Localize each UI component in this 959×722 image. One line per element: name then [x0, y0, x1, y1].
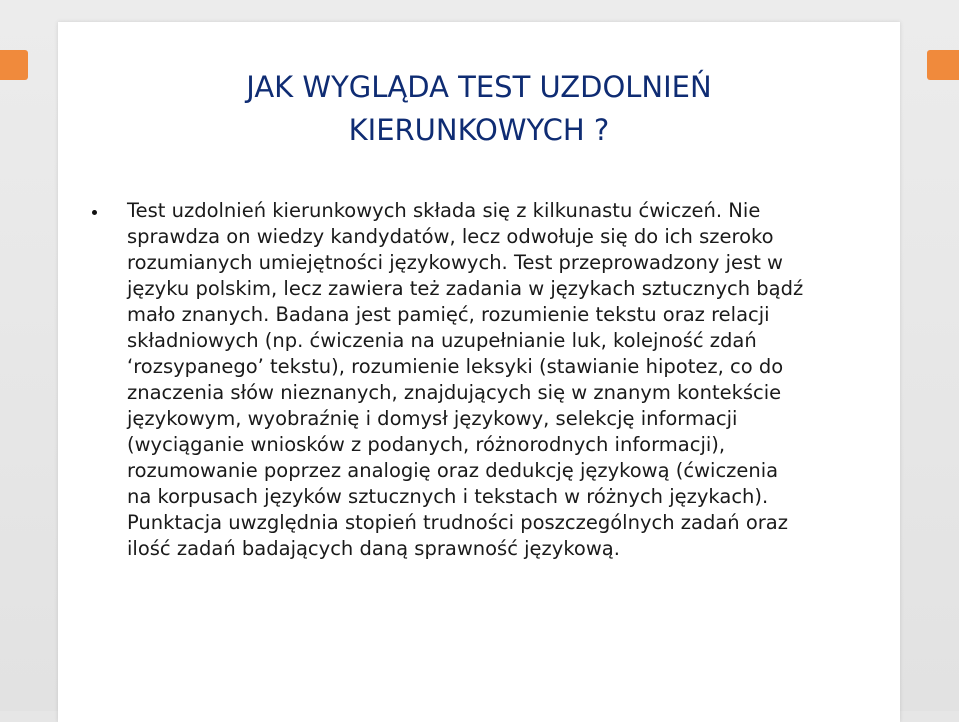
body-line-10: (wyciąganie wniosków z podanych, różnorodnych informacji), — [127, 433, 726, 456]
body-line-4: języku polskim, lecz zawiera też zadania w językach sztucznych bądź — [127, 277, 804, 300]
accent-tab-left — [0, 50, 28, 80]
bullet-list — [92, 198, 862, 562]
slide-title-line-1: JAK WYGLĄDA TEST UZDOLNIEŃ — [246, 70, 712, 104]
slide-title-line-2: KIERUNKOWYCH ? — [348, 113, 610, 147]
body-line-2: sprawdza on wiedzy kandydatów, lecz odwołuje się do ich szeroko — [127, 225, 774, 248]
slide-title — [58, 66, 900, 152]
body-line-11: rozumowanie poprzez analogię oraz dedukcję językową (ćwiczenia — [127, 459, 779, 482]
body-line-7: ‘rozsypanego’ tekstu), rozumienie leksyki (stawianie hipotez, co do — [127, 355, 784, 378]
slide-page — [58, 22, 900, 722]
bullet-dot-icon — [92, 210, 97, 215]
body-line-1: Test uzdolnień kierunkowych składa się z kilkunastu ćwiczeń. Nie — [127, 199, 761, 222]
body-line-6: składniowych (np. ćwiczenia na uzupełnianie luk, kolejność zdań — [127, 329, 757, 352]
body-line-14: ilość zadań badających daną sprawność językową. — [127, 537, 620, 560]
accent-tab-right — [927, 50, 959, 80]
body-line-9: językowym, wyobraźnię i domysł językowy, selekcję informacji — [127, 407, 738, 430]
body-line-8: znaczenia słów nieznanych, znajdujących się w znanym kontekście — [127, 381, 782, 404]
body-line-5: mało znanych. Badana jest pamięć, rozumienie tekstu oraz relacji — [127, 303, 770, 326]
body-line-12: na korpusach języków sztucznych i tekstach w różnych językach). — [127, 485, 769, 508]
body-line-3: rozumianych umiejętności językowych. Test przeprowadzony jest w — [127, 251, 783, 274]
body-line-13: Punktacja uwzględnia stopień trudności poszczególnych zadań oraz — [127, 511, 788, 534]
bullet-item — [92, 198, 862, 562]
